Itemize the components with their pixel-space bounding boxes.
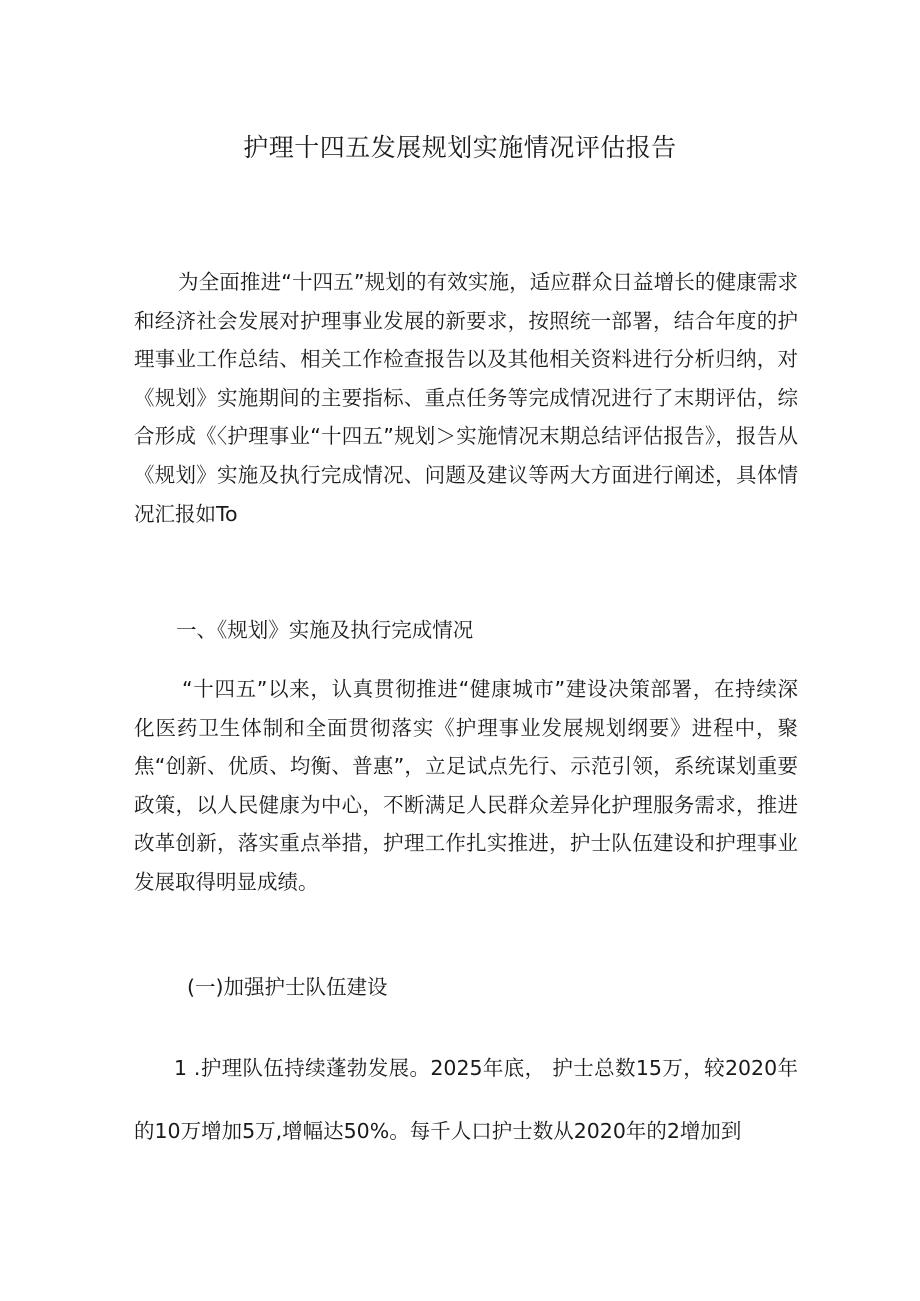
subsection-heading-1: (一)加强护士队伍建设 xyxy=(187,975,388,999)
section-heading-1: 一、《规划》实施及执行完成情况 xyxy=(176,618,474,642)
section-1-paragraph: “十四五”以来，认真贯彻推进“健康城市”建设决策部署，在持续深化医药卫生体制和全面贯彻落实《护理事业发展规划纲要》进程中，聚焦“创新、优质、均衡、普惠”，立足试点先行、示范引领，系统谋划重要政策，以人民健康为中心，不断满足人民群众差异化护理服务需求，推进改革创新，落实重点举措，护理工作扎实推进，护士队伍建设和护理事业发展取得明显成绩。 xyxy=(134,677,798,894)
document-title: 护理十四五发展规划实施情况评估报告 xyxy=(243,133,677,162)
intro-paragraph: 为全面推进“十四五”规划的有效实施，适应群众日益增长的健康需求和经济社会发展对护理事业发展的新要求，按照统一部署，结合年度的护理事业工作总结、相关工作检查报告以及其他相关资料进行分析归纳，对《规划》实施期间的主要指标、重点任务等完成情况进行了末期评估，综合形成《〈护理事业“十四五”规划＞实施情况末期总结评估报告》，报告从《规划》实施及执行完成情况、问题及建议等两大方面进行阐述，具体情况汇报如To xyxy=(134,270,798,526)
subsection-1-paragraph: 1 .护理队伍持续蓬勃发展。2025年底， 护士总数15万，较2020年的10万增加5万,增幅达50%。每千人口护士数从2020年的2增加到 xyxy=(134,1056,798,1143)
